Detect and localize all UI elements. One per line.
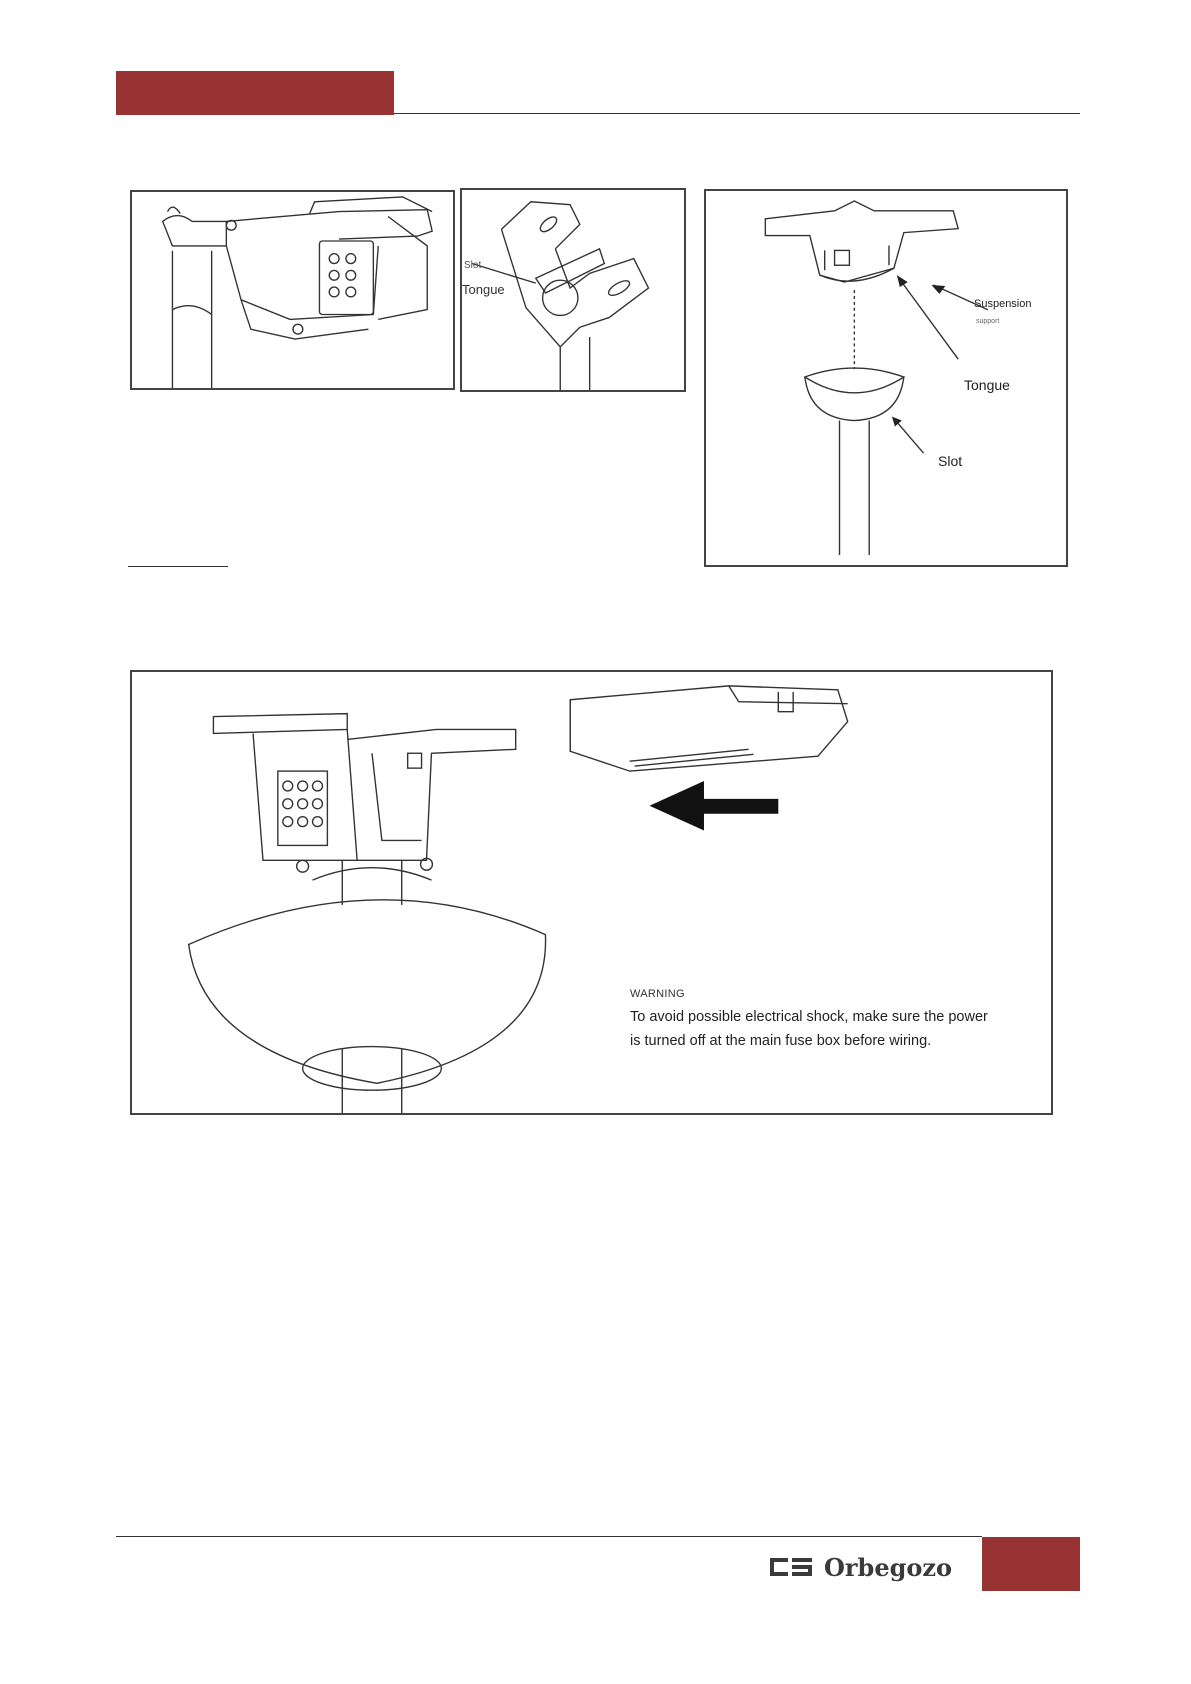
suspension-support-drawing (706, 191, 1066, 565)
figure-bracket-downrod (130, 190, 455, 390)
svg-text:Orbegozo: Orbegozo (824, 1553, 953, 1582)
figure-canopy-receiver (130, 670, 1053, 1115)
header-rule (394, 113, 1080, 114)
fig2-suspension-label: Suspension (974, 298, 1032, 310)
warning-line-1: To avoid possible electrical shock, make sure the power (630, 1009, 988, 1025)
fig2-tongue-label: Tongue (964, 377, 1010, 393)
header-accent-bar (116, 71, 394, 115)
warning-title: WARNING (630, 988, 685, 1000)
figure-suspension-support (704, 189, 1068, 567)
small-underline-rule (128, 566, 228, 567)
footer-rule (116, 1536, 982, 1537)
orbegozo-logo (768, 1546, 974, 1586)
fig1-slot-label: Slot (464, 260, 482, 271)
fig2-support-label: support (976, 318, 1000, 325)
footer-page-box (982, 1537, 1080, 1591)
bracket-downrod-drawing (132, 192, 453, 388)
warning-line-2: is turned off at the main fuse box before wiring. (630, 1033, 932, 1049)
orbegozo-logo-icon (768, 1546, 974, 1586)
fig2-slot-label: Slot (938, 453, 963, 469)
figure-slot-tongue-closeup (460, 188, 686, 392)
fig1-tongue-label: Tongue (462, 282, 505, 297)
